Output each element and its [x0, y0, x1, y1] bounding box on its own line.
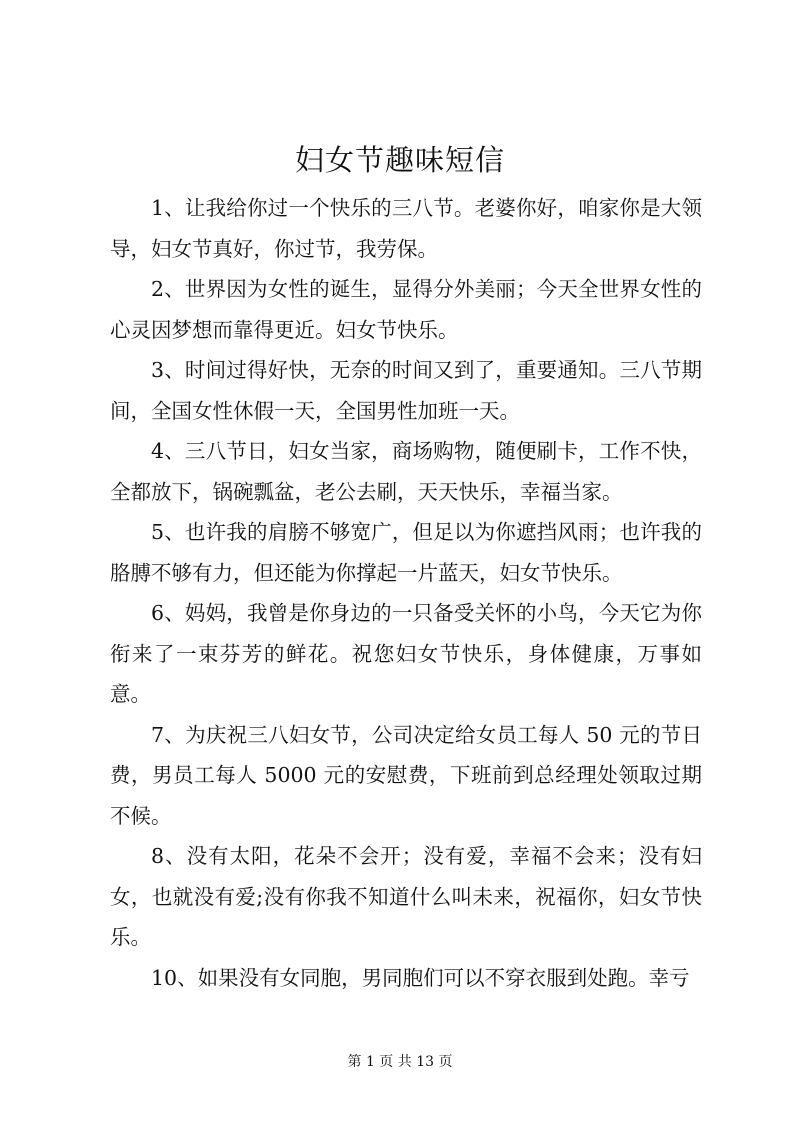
paragraph-6: 6、妈妈，我曾是你身边的一只备受关怀的小鸟，今天它为你衔来了一束芬芳的鲜花。祝您妇女节快乐，身体健康，万事如意。 — [110, 601, 702, 706]
page-number-footer: 第 1 页 共 13 页 — [347, 1054, 453, 1070]
paragraph-3: 3、时间过得好快，无奈的时间又到了，重要通知。三八节期间，全国女性休假一天，全国男性加班一天。 — [110, 358, 702, 423]
paragraph-8: 8、没有太阳，花朵不会开；没有爱，幸福不会来；没有妇女，也就没有爱;没有你我不知道什么叫未来，祝福你，妇女节快乐。 — [110, 844, 702, 949]
document-title: 妇女节趣味短信 — [294, 143, 505, 177]
document-body — [110, 188, 702, 998]
paragraph-5: 5、也许我的肩膀不够宽广，但足以为你遮挡风雨；也许我的胳膊不够有力，但还能为你撑起一片蓝天，妇女节快乐。 — [110, 520, 702, 585]
paragraph-2: 2、世界因为女性的诞生，显得分外美丽；今天全世界女性的心灵因梦想而靠得更近。妇女节快乐。 — [110, 277, 702, 342]
paragraph-1: 1、让我给你过一个快乐的三八节。老婆你好，咱家你是大领导，妇女节真好，你过节，我劳保。 — [110, 196, 702, 261]
paragraph-10: 10、如果没有女同胞，男同胞们可以不穿衣服到处跑。幸亏 — [151, 965, 690, 990]
paragraph-4: 4、三八节日，妇女当家，商场购物，随便刷卡，工作不快，全都放下，锅碗瓢盆，老公去刷，天天快乐，幸福当家。 — [110, 439, 702, 504]
paragraph-7: 7、为庆祝三八妇女节，公司决定给女员工每人 50 元的节日费，男员工每人 5000 元的安慰费，下班前到总经理处领取过期不候。 — [110, 722, 702, 828]
